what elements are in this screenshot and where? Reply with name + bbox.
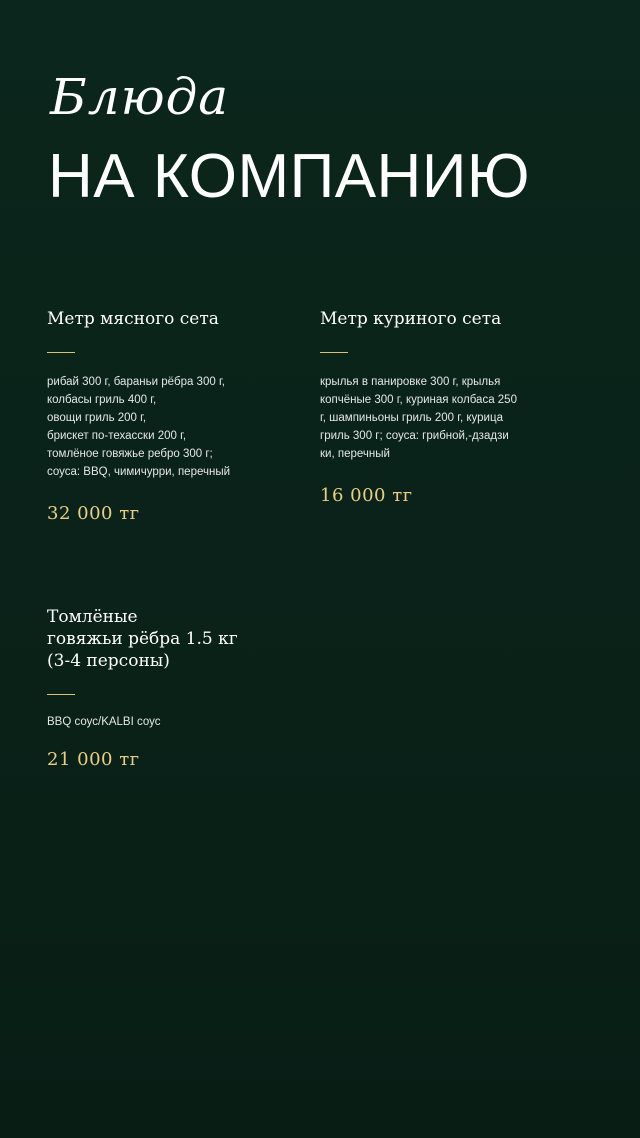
menu-item-name: Томлёные говяжьи рёбра 1.5 кг (3-4 персоны) [47, 607, 238, 671]
menu-item-meat-set [47, 308, 277, 524]
menu-item-price: 16 000 тг [320, 485, 413, 506]
section-main-title: НА КОМПАНИЮ [48, 142, 531, 211]
menu-item-name: Метр мясного сета [47, 309, 219, 329]
menu-item-name: Метр куриного сета [320, 309, 502, 329]
menu-item-description: BBQ соус/KALBI соус [47, 716, 161, 728]
menu-item-chicken-set [320, 308, 550, 506]
gold-divider [320, 352, 348, 353]
menu-item-description: рибай 300 г, бараньи рёбра 300 г, колбасы гриль 400 г, овощи гриль 200 г, брискет по-техасски 200 г, томлёное говяжье ребро 300 г; соуса: BBQ, чимичурри, перечный [47, 376, 231, 478]
gold-divider [47, 352, 75, 353]
section-script-title: Блюда [50, 68, 230, 126]
menu-item-beef-ribs [47, 606, 307, 770]
menu-item-price: 32 000 тг [47, 503, 140, 524]
gold-divider [47, 694, 75, 695]
menu-item-description: крылья в панировке 300 г, крылья копчёные 300 г, куриная колбаса 250 г, шампиньоны гриль 200 г, курица гриль 300 г; соуса: грибной,-дзадзи ки, перечный [320, 376, 517, 460]
menu-item-price: 21 000 тг [47, 749, 140, 770]
